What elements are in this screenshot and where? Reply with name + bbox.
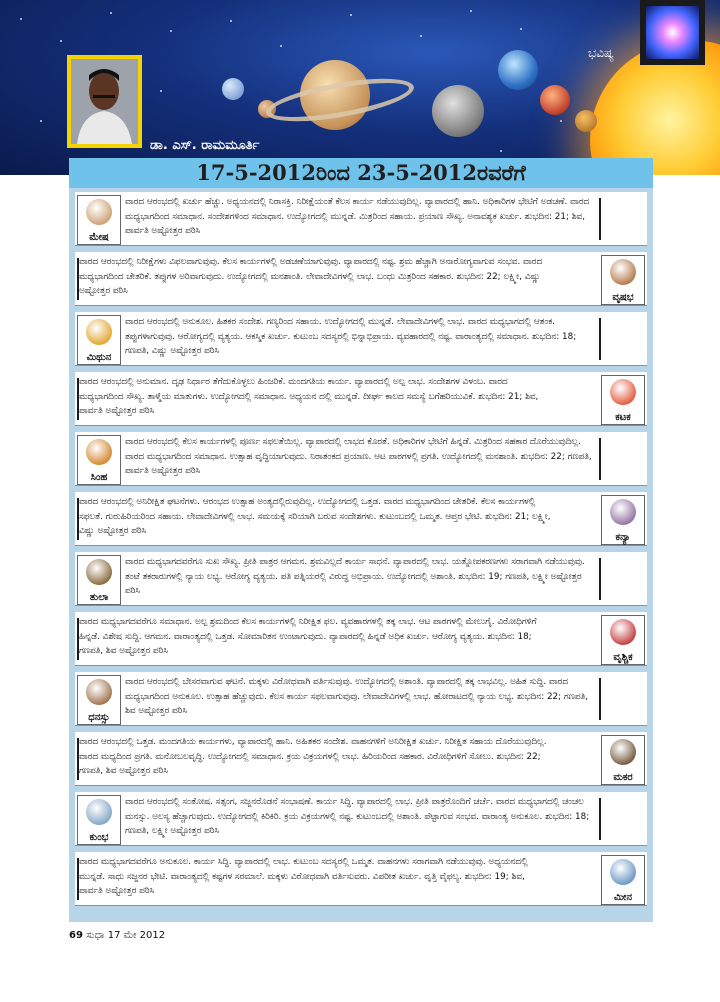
horoscope-entry	[75, 552, 647, 606]
sign-name: ಕುಂಭ	[89, 832, 109, 843]
prediction-text: ವಾರದ ಆರಂಭದಲ್ಲಿ ಅನಿರೀಕ್ಷಿತ ಘಟನೆಗಳು. ಆರಂಭದ ಉತ್ಸಾಹ ಅಂತ್ಯದಲ್ಲಿರುವುದಿಲ್ಲ. ಉದ್ಯೋಗದಲ್ಲಿ ಒತ್ತಡ. ವಾರದ ಮಧ್ಯಭಾಗದಿಂದ ಚೇತರಿಕೆ. ಕೆಲಸ ಕಾರ್ಯಗಳಲ್ಲಿ ಸಫಲತೆ. ಗುರುಹಿರಿಯರಿಂದ ಸಹಾಯ. ಲೇವಾದೇವಿಗಳಲ್ಲಿ ಲಾಭ. ಸಮಯಕ್ಕೆ ಸರಿಯಾಗಿ ಬರುವ ಸಂದೇಶಗಳು. ಕುಟುಂಬದಲ್ಲಿ ಒಮ್ಮತ. ಆಪ್ತರ ಭೇಟಿ. ಶುಭದಿನ: 21; ಲಕ್ಷ್ಮೀ, ವಿಷ್ಣು ಅಷ್ಟೋತ್ತರ ಪಠಿಸಿ	[79, 497, 551, 536]
sign-box	[601, 255, 645, 305]
page-footer	[69, 930, 165, 941]
prediction-text: ವಾರದ ಆರಂಭದಲ್ಲಿ ಬೇಸರವಾಗುವ ಘಟನೆ. ಮಕ್ಕಳು ವಿರೋಧವಾಗಿ ವರ್ತಿಸುವುವು. ಉದ್ಯೋಗದಲ್ಲಿ ಅಶಾಂತಿ. ವ್ಯಾಪಾರದಲ್ಲಿ ತಕ್ಕ ಲಾಭವಿಲ್ಲ. ಅಹಿತ ಸುದ್ದಿ. ವಾರದ ಮಧ್ಯಭಾಗದಿಂದ ಅನುಕೂಲ. ಉತ್ಸಾಹ ಹೆಚ್ಚುವುದು. ಕೆಲಸ ಕಾರ್ಯ ಸಫಲವಾಗುವುವು. ಲೇವಾದೇವಿಗಳಲ್ಲಿ ಲಾಭ. ಹೋರಾಟದಲ್ಲಿ ನ್ಯಾಯ ಲಭ್ಯ. ಶುಭದಿನ: 22; ಗಣಪತಿ, ಶಿವ ಅಷ್ಟೋತ್ತರ ಪಠಿಸಿ	[125, 677, 588, 716]
sign-name: ಮೀನ	[614, 892, 632, 903]
divider-rule	[599, 318, 601, 360]
sign-name: ಧನಸ್ಸು	[88, 712, 110, 723]
prediction-text: ವಾರದ ಆರಂಭದಲ್ಲಿ ಸಂತೋಷ. ಸತ್ಸಂಗ, ಸಜ್ಜನರೊಡನೆ ಸಂಭಾಷಣೆ. ಕಾರ್ಯ ಸಿದ್ಧಿ. ವ್ಯಾಪಾರದಲ್ಲಿ ಲಾಭ. ಪ್ರೀತಿ ಪಾತ್ರರೊಂದಿಗೆ ಚರ್ಚೆ. ವಾರದ ಮಧ್ಯಭಾಗದಲ್ಲಿ ಚಂಚಲ ಮನಸ್ಸು. ಅಲಸ್ಯ ಹೆಚ್ಚಾಗುವುದು. ಉದ್ಯೋಗದಲ್ಲಿ ಕಿರಿಕಿರಿ. ಕ್ರಯ ವಿಕ್ರಯಗಳಲ್ಲಿ ನಷ್ಟ. ಕುಟುಂಬದಲ್ಲಿ ಅಶಾಂತಿ. ಪೆಟ್ಟಾಗುವ ಸಂಭವ. ವಾರಾಂತ್ಯ ಅನುಕೂಲ. ಶುಭದಿನ: 18; ಗಣಪತಿ, ಲಕ್ಷ್ಮೀ ಅಷ್ಟೋತ್ತರ ಪಠಿಸಿ	[125, 797, 590, 836]
planet-image	[540, 85, 570, 115]
sign-box	[601, 375, 645, 425]
divider-rule	[599, 198, 601, 240]
horoscope-entry	[75, 252, 647, 306]
prediction-text: ವಾರದ ಆರಂಭದಲ್ಲಿ ಖರ್ಚು ಹೆಚ್ಚು. ಅಧ್ಯಯನದಲ್ಲಿ ನಿರಾಸಕ್ತಿ. ನಿರೀಕ್ಷೆಯಂತೆ ಕೆಲಸ ಕಾರ್ಯ ನಡೆಯುವುದಿಲ್ಲ. ವ್ಯಾಪಾರದಲ್ಲಿ ಹಾನಿ. ಅಧಿಕಾರಿಗಳ ಭೇಟಿಗೆ ಅಡಚಣೆ. ವಾರದ ಮಧ್ಯಭಾಗದಿಂದ ಸಮಾಧಾನ. ಸಂದೇಶಗಳಿಂದ ಸಮಾಧಾನ. ಉದ್ಯೋಗದಲ್ಲಿ ಮುನ್ನಡೆ. ಮಿತ್ರರಿಂದ ಸಹಾಯ. ಪ್ರಯಾಣ ಸೌಖ್ಯ. ಅನಾವಶ್ಯಕ ಖರ್ಚು. ಶುಭದಿನ: 21; ಶಿವ, ಪಾರ್ವತಿ ಅಷ್ಟೋತ್ತರ ಪಠಿಸಿ	[125, 197, 590, 236]
scales-icon	[86, 559, 112, 585]
planet-image	[575, 110, 597, 132]
sign-name: ವೃಷಭ	[612, 292, 634, 303]
author-photo	[67, 55, 142, 148]
prediction-text: ವಾರದ ಆರಂಭದಲ್ಲಿ ಅನುಕೂಲ. ಹಿತಕರ ಸಂದೇಶ. ಗಣ್ಯರಿಂದ ಸಹಾಯ. ಉದ್ಯೋಗದಲ್ಲಿ ಮುನ್ನಡೆ. ಲೇವಾದೇವಿಗಳಲ್ಲಿ ಲಾಭ. ವಾರದ ಮಧ್ಯಭಾಗದಲ್ಲಿ ಆತಂಕ. ತಪ್ಪುಗಳಾಗುವುವು. ಆರೋಗ್ಯದಲ್ಲಿ ವ್ಯತ್ಯಯ. ಆಕಸ್ಮಿಕ ಖರ್ಚು. ಕುಟುಂಬ ಸದಸ್ಯರಲ್ಲಿ ಭಿನ್ನಾಭಿಪ್ರಾಯ. ವ್ಯವಹಾರದಲ್ಲಿ ನಷ್ಟ. ವಾರಾಂತ್ಯದಲ್ಲಿ ಸಮಾಧಾನ. ಶುಭದಿನ: 18; ಗಣಪತಿ, ವಿಷ್ಣು ಅಷ್ಟೋತ್ತರ ಪಠಿಸಿ	[125, 317, 577, 356]
sign-name: ಕಟಕ	[615, 412, 631, 423]
archer-icon	[86, 679, 112, 705]
sign-name: ಕನ್ಯಾ	[615, 532, 631, 543]
sign-name: ಮಕರ	[613, 772, 633, 783]
scorpion-icon	[610, 619, 636, 645]
sign-box	[601, 855, 645, 905]
page-number: 69	[69, 930, 83, 941]
lion-icon	[86, 439, 112, 465]
sign-box	[77, 195, 121, 245]
horoscope-entry	[75, 432, 647, 486]
sign-box	[77, 315, 121, 365]
horoscope-entry	[75, 312, 647, 366]
horoscope-entry	[75, 732, 647, 786]
sign-box	[77, 795, 121, 845]
sign-box	[77, 435, 121, 485]
horoscope-logo	[640, 0, 705, 65]
sign-box	[77, 675, 121, 725]
planet-image	[222, 78, 244, 100]
twins-icon	[86, 319, 112, 345]
planet-image	[498, 50, 538, 90]
horoscope-entry	[75, 372, 647, 426]
divider-rule	[599, 678, 601, 720]
horoscope-entry	[75, 492, 647, 546]
divider-rule	[599, 558, 601, 600]
sign-box	[77, 555, 121, 605]
horoscope-entry	[75, 612, 647, 666]
prediction-text: ವಾರದ ಮಧ್ಯಭಾಗದವರೆಗೂ ಸುಖ ಸೌಖ್ಯ. ಪ್ರೀತಿ ಪಾತ್ರರ ಆಗಮನ. ಶ್ರಮವಿಲ್ಲದೆ ಕಾರ್ಯ ಸಾಧನೆ. ವ್ಯಾಪಾರದಲ್ಲಿ ಲಾಭ. ಯತ್ನೋಪಕರಣಗಳು ಸರಾಗವಾಗಿ ನಡೆಯುವುವು. ತಂಟೆ ತಕರಾರುಗಳಲ್ಲಿ ನ್ಯಾಯ ಲಭ್ಯ. ಆರೋಗ್ಯ ವ್ಯತ್ಯಯ. ಪತಿ ಪತ್ನಿಯರಲ್ಲಿ ವಿರುದ್ಧ ಅಭಿಪ್ರಾಯ. ಉದ್ಯೋಗದಲ್ಲಿ ಅಶಾಂತಿ. ಶುಭದಿನ: 19; ಗಣಪತಿ, ಲಕ್ಷ್ಮೀ ಅಷ್ಟೋತ್ತರ ಪಠಿಸಿ	[125, 557, 585, 596]
crab-icon	[610, 379, 636, 405]
prediction-text: ವಾರದ ಮಧ್ಯಭಾಗದವರೆಗೂ ಸಮಾಧಾನ. ಅಲ್ಪ ಶ್ರಮದಿಂದ ಕೆಲಸ ಕಾರ್ಯಗಳಲ್ಲಿ ನಿರೀಕ್ಷಿತ ಫಲ. ವ್ಯವಹಾರಗಳಲ್ಲಿ ತಕ್ಕ ಲಾಭ. ಆಟ ಪಾಠಗಳಲ್ಲಿ ಮೇಲುಗೈ. ವಿರೋಧಿಗಳಿಗೆ ಹಿನ್ನಡೆ. ವಿಶೇಷ ಸುದ್ದಿ. ಆಗಮನ. ವಾರಾಂತ್ಯದಲ್ಲಿ ಒತ್ತಡ. ಸೋಮಾರಿತನ ಉಂಟಾಗುವುದು. ವ್ಯಾಪಾರದಲ್ಲಿ ಹಿನ್ನಡೆ ಅಧಿಕ ಖರ್ಚು. ಆರೋಗ್ಯ ವ್ಯತ್ಯಯ. ಶುಭದಿನ: 18; ಗಣಪತಿ, ಶಿವ ಅಷ್ಟೋತ್ತರ ಪಠಿಸಿ	[79, 617, 537, 656]
water-bearer-icon	[86, 799, 112, 825]
sign-name: ತುಲಾ	[89, 592, 109, 603]
sign-name: ಸಿಂಹ	[90, 472, 108, 483]
sign-name: ಮೇಷ	[89, 232, 109, 243]
author-name: ಡಾ. ಎಸ್. ರಾಮಮೂರ್ತಿ	[150, 138, 260, 153]
horoscope-entry	[75, 792, 647, 846]
sign-name: ಮಿಥುನ	[86, 352, 112, 363]
bull-icon	[610, 259, 636, 285]
section-label: ಭವಿಷ್ಯ	[588, 46, 614, 60]
prediction-text: ವಾರದ ಆರಂಭದಲ್ಲಿ ಅನುಮಾನ. ದೃಢ ನಿರ್ಧಾರ ತೆಗೆದುಕೊಳ್ಳಲು ಹಿಂಜರಿಕೆ. ಮಂದಗತಿಯ ಕಾರ್ಯ. ವ್ಯಾಪಾರದಲ್ಲಿ ಅಲ್ಪ ಲಾಭ. ಸಂದೇಶಗಳ ವಿಳಂಬ. ವಾರದ ಮಧ್ಯಭಾಗದಿಂದ ಸೌಖ್ಯ. ತಾಳ್ಮೆಯ ಮಾತುಗಳು. ಉದ್ಯೋಗದಲ್ಲಿ ಸಮಾಧಾನ. ಅಧ್ಯಯನ ದಲ್ಲಿ ಮುನ್ನಡೆ. ದೀರ್ಘ ಕಾಲದ ಸಮಸ್ಯೆ ಬಗೆಹರಿಯುವಿಕೆ. ಶುಭದಿನ: 21; ಶಿವ, ಪಾರ್ವತಿ ಅಷ್ಟೋತ್ತರ ಪಠಿಸಿ	[79, 377, 539, 416]
horoscope-entry	[75, 852, 647, 906]
prediction-text: ವಾರದ ಮಧ್ಯಭಾಗದವರೆಗೂ ಅನುಕೂಲ. ಕಾರ್ಯ ಸಿದ್ಧಿ. ವ್ಯಾಪಾರದಲ್ಲಿ ಲಾಭ. ಕುಟುಂಬ ಸದಸ್ಯರಲ್ಲಿ ಒಮ್ಮತ. ವಾಹನಗಳು ಸರಾಗವಾಗಿ ನಡೆಯುವುವು. ಅಧ್ಯಯನದಲ್ಲಿ ಮುನ್ನಡೆ. ಸಾಧು ಸಜ್ಜನರ ಭೇಟಿ. ವಾರಾಂತ್ಯದಲ್ಲಿ ಕಷ್ಟಗಳ ಸರಮಾಲೆ. ಮಕ್ಕಳು ವಿರೋಧವಾಗಿ ವರ್ತಿಸುವರು. ವಿಪರೀತ ಖರ್ಚು. ವೃತ್ತಿ ವೈಫಲ್ಯ. ಶುಭದಿನ: 19; ಶಿವ, ಪಾರ್ವತಿ ಅಷ್ಟೋತ್ತರ ಪಠಿಸಿ	[79, 857, 528, 896]
maiden-icon	[610, 499, 636, 525]
sign-name: ವೃಶ್ಚಿಕ	[613, 652, 633, 663]
prediction-text: ವಾರದ ಆರಂಭದಲ್ಲಿ ನಿರೀಕ್ಷೆಗಳು ವಿಫಲವಾಗುವುವು. ಕೆಲಸ ಕಾರ್ಯಗಳಲ್ಲಿ ಅಡಚಣೆಯಾಗುವುವು. ವ್ಯಾಪಾರದಲ್ಲಿ ನಷ್ಟ. ಶ್ರಮ ಹೆಚ್ಚಾಗಿ ಅನಾರೋಗ್ಯವಾಗುವ ಸಂಭವ. ವಾರದ ಮಧ್ಯಭಾಗದಿಂದ ಚೇತರಿಕೆ. ತಪ್ಪುಗಳ ಅರಿವಾಗುವುದು. ಉದ್ಯೋಗದಲ್ಲಿ ಮನಶಾಂತಿ. ಲೇವಾದೇವಿಗಳಲ್ಲಿ ಲಾಭ. ಬಂಧು ಮಿತ್ರರಿಂದ ಸಹಕಾರ. ಶುಭದಿನ: 22; ಲಕ್ಷ್ಮೀ, ವಿಷ್ಣು ಅಷ್ಟೋತ್ತರ ಪಠಿಸಿ	[79, 257, 543, 296]
sign-box	[601, 735, 645, 785]
ram-icon	[86, 199, 112, 225]
crocodile-icon	[610, 739, 636, 765]
horoscope-entry	[75, 192, 647, 246]
prediction-text: ವಾರದ ಆರಂಭದಲ್ಲಿ ಕೆಲಸ ಕಾರ್ಯಗಳಲ್ಲಿ ಪೂರ್ಣ ಸಫಲತೆಯಿಲ್ಲ. ವ್ಯಾಪಾರದಲ್ಲಿ ಲಾಭದ ಕೊರತೆ. ಅಧಿಕಾರಿಗಳ ಭೇಟಿಗೆ ಹಿನ್ನಡೆ. ಮಿತ್ರರಿಂದ ಸಹಕಾರ ದೊರೆಯುವುದಿಲ್ಲ. ವಾರದ ಮಧ್ಯಭಾಗದಿಂದ ಸಮಾಧಾನ. ಉತ್ಸಾಹ ವೃದ್ಧಿಯಾಗುವುದು. ನಿರಾತಂಕದ ಪ್ರಯಾಣ. ಆಟ ಪಾಠಗಳಲ್ಲಿ ಪ್ರಗತಿ. ಉದ್ಯೋಗದಲ್ಲಿ ಮನಶಾಂತಿ. ಶುಭದಿನ: 22; ಗಣಪತಿ, ಪಾರ್ವತಿ ಅಷ್ಟೋತ್ತರ ಪಠಿಸಿ	[125, 437, 592, 476]
horoscope-entry	[75, 672, 647, 726]
prediction-text: ವಾರದ ಆರಂಭದಲ್ಲಿ ಒತ್ತಡ. ಮಂದಗತಿಯ ಕಾರ್ಯಗಳು, ವ್ಯಾಪಾರದಲ್ಲಿ ಹಾನಿ. ಅಹಿತಕರ ಸಂದೇಶ. ವಾಹನಗಳಿಗೆ ಅನಿರೀಕ್ಷಿತ ಖರ್ಚು. ನಿರೀಕ್ಷಿತ ಸಹಾಯ ದೊರೆಯುವುದಿಲ್ಲ. ವಾರದ ಮಧ್ಯದಿಂದ ಪ್ರಗತಿ. ಮನೋಬಲವೃದ್ಧಿ. ಉದ್ಯೋಗದಲ್ಲಿ ಸಮಾಧಾನ. ಕ್ರಯ ವಿಕ್ರಯಗಳಲ್ಲಿ ಲಾಭ. ಹಿರಿಯರಿಂದ ಸಹಕಾರ. ವಿರೋಧಿಗಳಿಗೆ ಸೋಲು. ಶುಭದಿನ: 22; ಗಣಪತಿ, ಶಿವ ಅಷ್ಟೋತ್ತರ ಪಠಿಸಿ	[79, 737, 547, 776]
date-range-title: 17-5-2012ರಿಂದ 23-5-2012ರವರೆಗೆ	[69, 158, 653, 188]
fish-icon	[610, 859, 636, 885]
divider-rule	[599, 438, 601, 480]
divider-rule	[599, 798, 601, 840]
planet-image	[432, 85, 484, 137]
sign-box	[601, 615, 645, 665]
magazine-issue: ಸುಧಾ 17 ಮೇ 2012	[86, 930, 166, 941]
sign-box	[601, 495, 645, 545]
